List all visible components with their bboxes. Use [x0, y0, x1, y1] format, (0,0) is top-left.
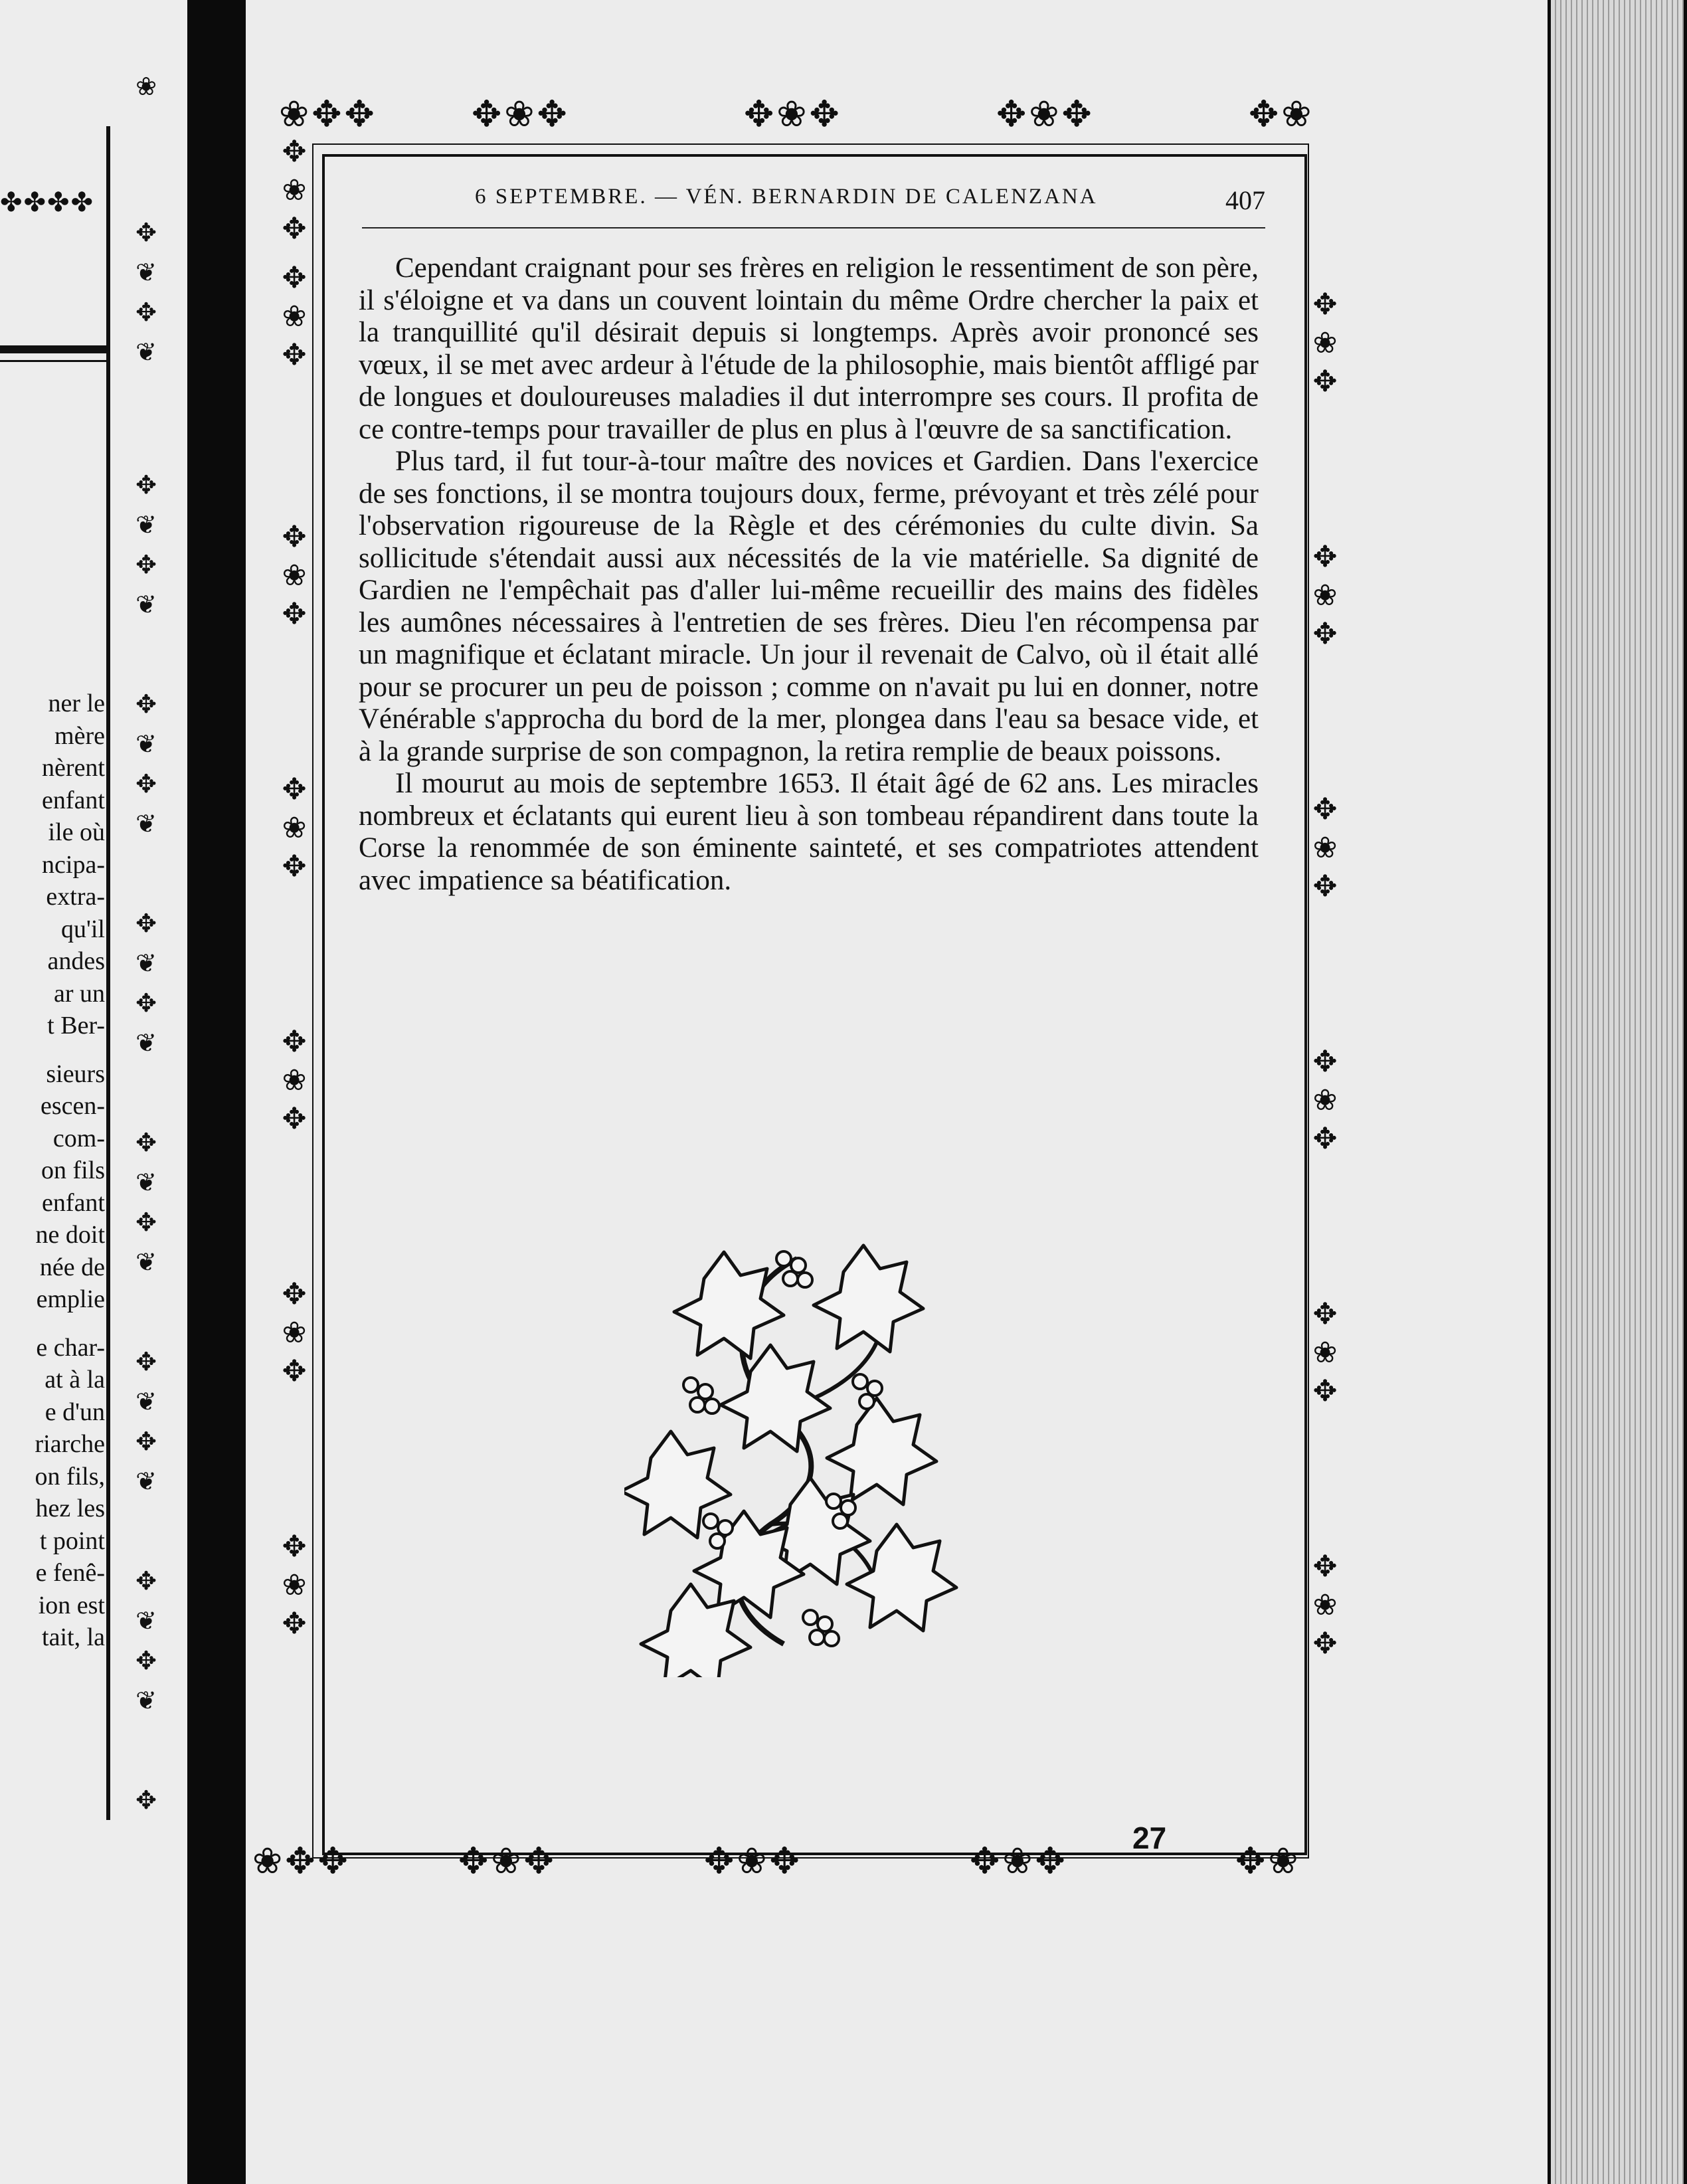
fleuron-icon: ✥	[1312, 1627, 1338, 1661]
fleuron-icon: ✥	[282, 597, 307, 631]
rosette-icon: ❀	[282, 1568, 307, 1602]
left-page-line: mère	[54, 721, 105, 750]
fleuron-icon: ✥	[1312, 1045, 1338, 1079]
previous-page	[0, 0, 187, 2184]
fleuron-icon: ✥	[1312, 288, 1338, 321]
book-page-edges	[1551, 0, 1684, 2184]
left-page-line: riarche	[35, 1430, 105, 1458]
rosette-icon: ❀	[282, 1063, 307, 1097]
side-ornament-column-right	[1302, 1548, 1348, 1663]
left-page-line: enfant	[42, 1188, 105, 1217]
side-ornament-column-right	[1302, 1295, 1348, 1411]
rosette-icon: ❀	[282, 300, 307, 333]
side-ornament-column-left	[271, 771, 317, 886]
left-page-line: escen-	[40, 1092, 105, 1120]
fleuron-icon: ✥	[1312, 1297, 1338, 1331]
fleuron-icon: ✥	[282, 1277, 307, 1311]
fleuron-icon: ✥	[282, 1354, 307, 1388]
fleuron-icon: ✥	[1312, 1122, 1338, 1156]
border-ornament-group: ✥❀	[1235, 1840, 1301, 1882]
left-page-line: at à la	[44, 1366, 105, 1394]
fleuron-icon: ✥	[1312, 869, 1338, 903]
left-page-side-ornament: ✥ ❦ ✥ ❦	[135, 218, 157, 367]
running-head-rule	[362, 227, 1265, 228]
fleuron-icon: ✥	[282, 1025, 307, 1059]
page-number: 407	[1225, 185, 1265, 215]
left-page-line: tait, la	[42, 1623, 105, 1651]
border-ornament-group: ❀✥✥	[252, 1840, 351, 1882]
border-ornament-group: ✥❀✥	[970, 1840, 1068, 1882]
side-ornament-column-right	[1302, 286, 1348, 401]
left-page-line: hez les	[35, 1495, 105, 1522]
side-ornament-column-left	[271, 259, 317, 375]
left-page-line-gap	[0, 1042, 105, 1058]
left-page-rule-thin	[0, 360, 106, 362]
border-ornament-group: ✥❀✥	[472, 93, 570, 135]
fleuron-icon: ✥	[282, 850, 307, 883]
rosette-icon: ❀	[1312, 1588, 1338, 1622]
border-ornament-group: ✥❀✥	[704, 1840, 802, 1882]
running-head	[362, 185, 1265, 218]
side-ornament-column-left	[271, 518, 317, 634]
left-page-line: nèrent	[42, 754, 105, 782]
border-ornament-group: ✥❀	[1249, 93, 1314, 135]
left-page-line-gap	[0, 1316, 105, 1332]
left-page-line: ne doit	[35, 1221, 105, 1249]
rosette-icon: ❀	[282, 559, 307, 592]
side-ornament-column-right	[1302, 790, 1348, 906]
side-ornament-column-left	[271, 133, 317, 248]
fleuron-icon: ✥	[282, 520, 307, 554]
fleuron-icon: ✥	[282, 135, 307, 169]
left-page-line: e d'un	[44, 1398, 105, 1426]
left-page-line: ar un	[53, 979, 105, 1008]
paragraph: Cependant craignant pour ses frères en religion le ressentiment de son père, il s'éloigne et va dans un couvent lointain du même Ordre chercher la paix et la tranquillité qu'il désirait depuis si longtemps. Après avoir prononcé ses vœux, il se met avec ardeur à l'étude de la philosophie, mais bientôt affligé par de longues et douloureuses maladies il dut interrompre ses cours. Il profita de ce contre-temps pour travailler de plus en plus à l'œuvre de sa sanctification.	[359, 252, 1259, 445]
rosette-icon: ❀	[282, 811, 307, 845]
left-page-side-ornament: ✥ ❦ ✥ ❦	[135, 689, 157, 838]
left-page-line: emplie	[36, 1285, 105, 1313]
left-page-line: e char-	[36, 1333, 105, 1362]
left-page-side-ornament: ✥ ❦ ✥ ❦	[135, 1128, 157, 1277]
left-page-line: ion est	[38, 1591, 105, 1619]
left-page-rule	[0, 345, 106, 353]
fleuron-icon: ✥	[282, 1102, 307, 1136]
border-ornament-group: ✥❀✥	[744, 93, 842, 135]
left-page-side-ornament: ✥ ❦ ✥ ❦	[135, 470, 157, 619]
rosette-icon: ❀	[1312, 579, 1338, 612]
left-page-line: qu'il	[61, 915, 105, 943]
left-page-line: e fenê-	[35, 1559, 105, 1587]
left-page-frame-line	[106, 126, 110, 1820]
fleuron-icon: ✥	[1312, 540, 1338, 574]
left-page-side-ornament: ✥	[135, 1785, 157, 1815]
fleuron-icon: ✥	[282, 212, 307, 246]
rosette-icon: ❀	[1312, 326, 1338, 360]
left-page-line: ile où	[48, 818, 105, 846]
side-ornament-column-left	[271, 1275, 317, 1391]
left-page-line: enfant	[42, 786, 105, 814]
fleuron-icon: ✥	[282, 261, 307, 295]
rosette-icon: ❀	[1312, 831, 1338, 865]
left-page-line: née de	[39, 1253, 105, 1281]
left-page-line: andes	[47, 947, 105, 975]
fleuron-icon: ✥	[1312, 365, 1338, 399]
fleuron-icon: ✥	[1312, 1374, 1338, 1408]
left-page-line: on fils,	[35, 1462, 105, 1491]
left-page-flower-icon: ❀	[135, 72, 157, 101]
side-ornament-column-left	[271, 1023, 317, 1138]
grapevine-vignette-icon	[624, 1239, 970, 1677]
border-ornament-group: ✥❀✥	[458, 1840, 557, 1882]
fleuron-icon: ✥	[1312, 1550, 1338, 1584]
left-page-side-ornament: ✥ ❦ ✥ ❦	[135, 909, 157, 1057]
left-page-side-ornament: ✥ ❦ ✥ ❦	[135, 1566, 157, 1715]
left-page-side-ornament: ✥ ❦ ✥ ❦	[135, 1347, 157, 1496]
left-page-line: t point	[39, 1526, 105, 1555]
rosette-icon: ❀	[282, 1316, 307, 1350]
left-page-line: sieurs	[46, 1059, 105, 1088]
left-page-line: ner le	[48, 689, 105, 717]
paragraph: Il mourut au mois de septembre 1653. Il était âgé de 62 ans. Les miracles nombreux et éclatants qui eurent lieu à son tombeau répandirent dans toute la Corse la renommée de son éminente sainteté, et ses compatriotes attendent avec impatience sa béatification.	[359, 768, 1259, 896]
running-title: 6 SEPTEMBRE. — VÉN. BERNARDIN DE CALENZANA	[475, 185, 1098, 209]
side-ornament-column-left	[271, 1528, 317, 1643]
side-ornament-column-right	[1302, 1043, 1348, 1158]
left-page-line: com-	[52, 1124, 105, 1152]
fleuron-icon: ✥	[282, 338, 307, 372]
border-ornament-group: ❀✥✥	[279, 93, 377, 135]
side-ornament-column-right	[1302, 538, 1348, 654]
left-page-line: extra-	[46, 883, 105, 911]
left-page-line: ncipa-	[42, 850, 105, 879]
left-page-line: on fils	[41, 1156, 105, 1184]
rosette-icon: ❀	[1312, 1336, 1338, 1370]
body-text	[359, 252, 1259, 897]
left-page-line: t Ber-	[47, 1012, 105, 1040]
rosette-icon: ❀	[1312, 1083, 1338, 1117]
left-page-ornament-row: ✤✤✤✤	[0, 187, 95, 218]
fleuron-icon: ✥	[282, 1530, 307, 1564]
fleuron-icon: ✥	[282, 773, 307, 806]
scan-gutter-shadow	[187, 0, 246, 2184]
fleuron-icon: ✥	[282, 1607, 307, 1641]
border-ornament-group: ✥❀✥	[996, 93, 1095, 135]
left-page-text-fragment	[0, 687, 105, 1654]
signature-mark: 27	[1132, 1821, 1167, 1855]
paragraph: Plus tard, il fut tour-à-tour maître des novices et Gardien. Dans l'exercice de ses fonctions, il se montra toujours doux, ferme, prévoyant et très zélé pour l'observation rigoureuse de la Règle et des cérémonies du culte divin. Sa sollicitude s'étendait aussi aux nécessités de la vie matérielle. Sa dignité de Gardien ne l'empêchait pas d'aller lui-même recueillir des mains des fidèles les aumônes nécessaires à l'entretien de ses frères. Dieu l'en récompensa par un magnifique et éclatant miracle. Un jour il revenait de Calvo, où il était allé pour se procurer un peu de poisson ; comme on n'avait pu lui en donner, notre Vénérable s'approcha du bord de la mer, plongea dans l'eau sa besace vide, et à la grande surprise de son compagnon, la retira remplie de beaux poissons.	[359, 446, 1259, 767]
fleuron-icon: ✥	[1312, 792, 1338, 826]
rosette-icon: ❀	[282, 173, 307, 207]
fleuron-icon: ✥	[1312, 617, 1338, 651]
